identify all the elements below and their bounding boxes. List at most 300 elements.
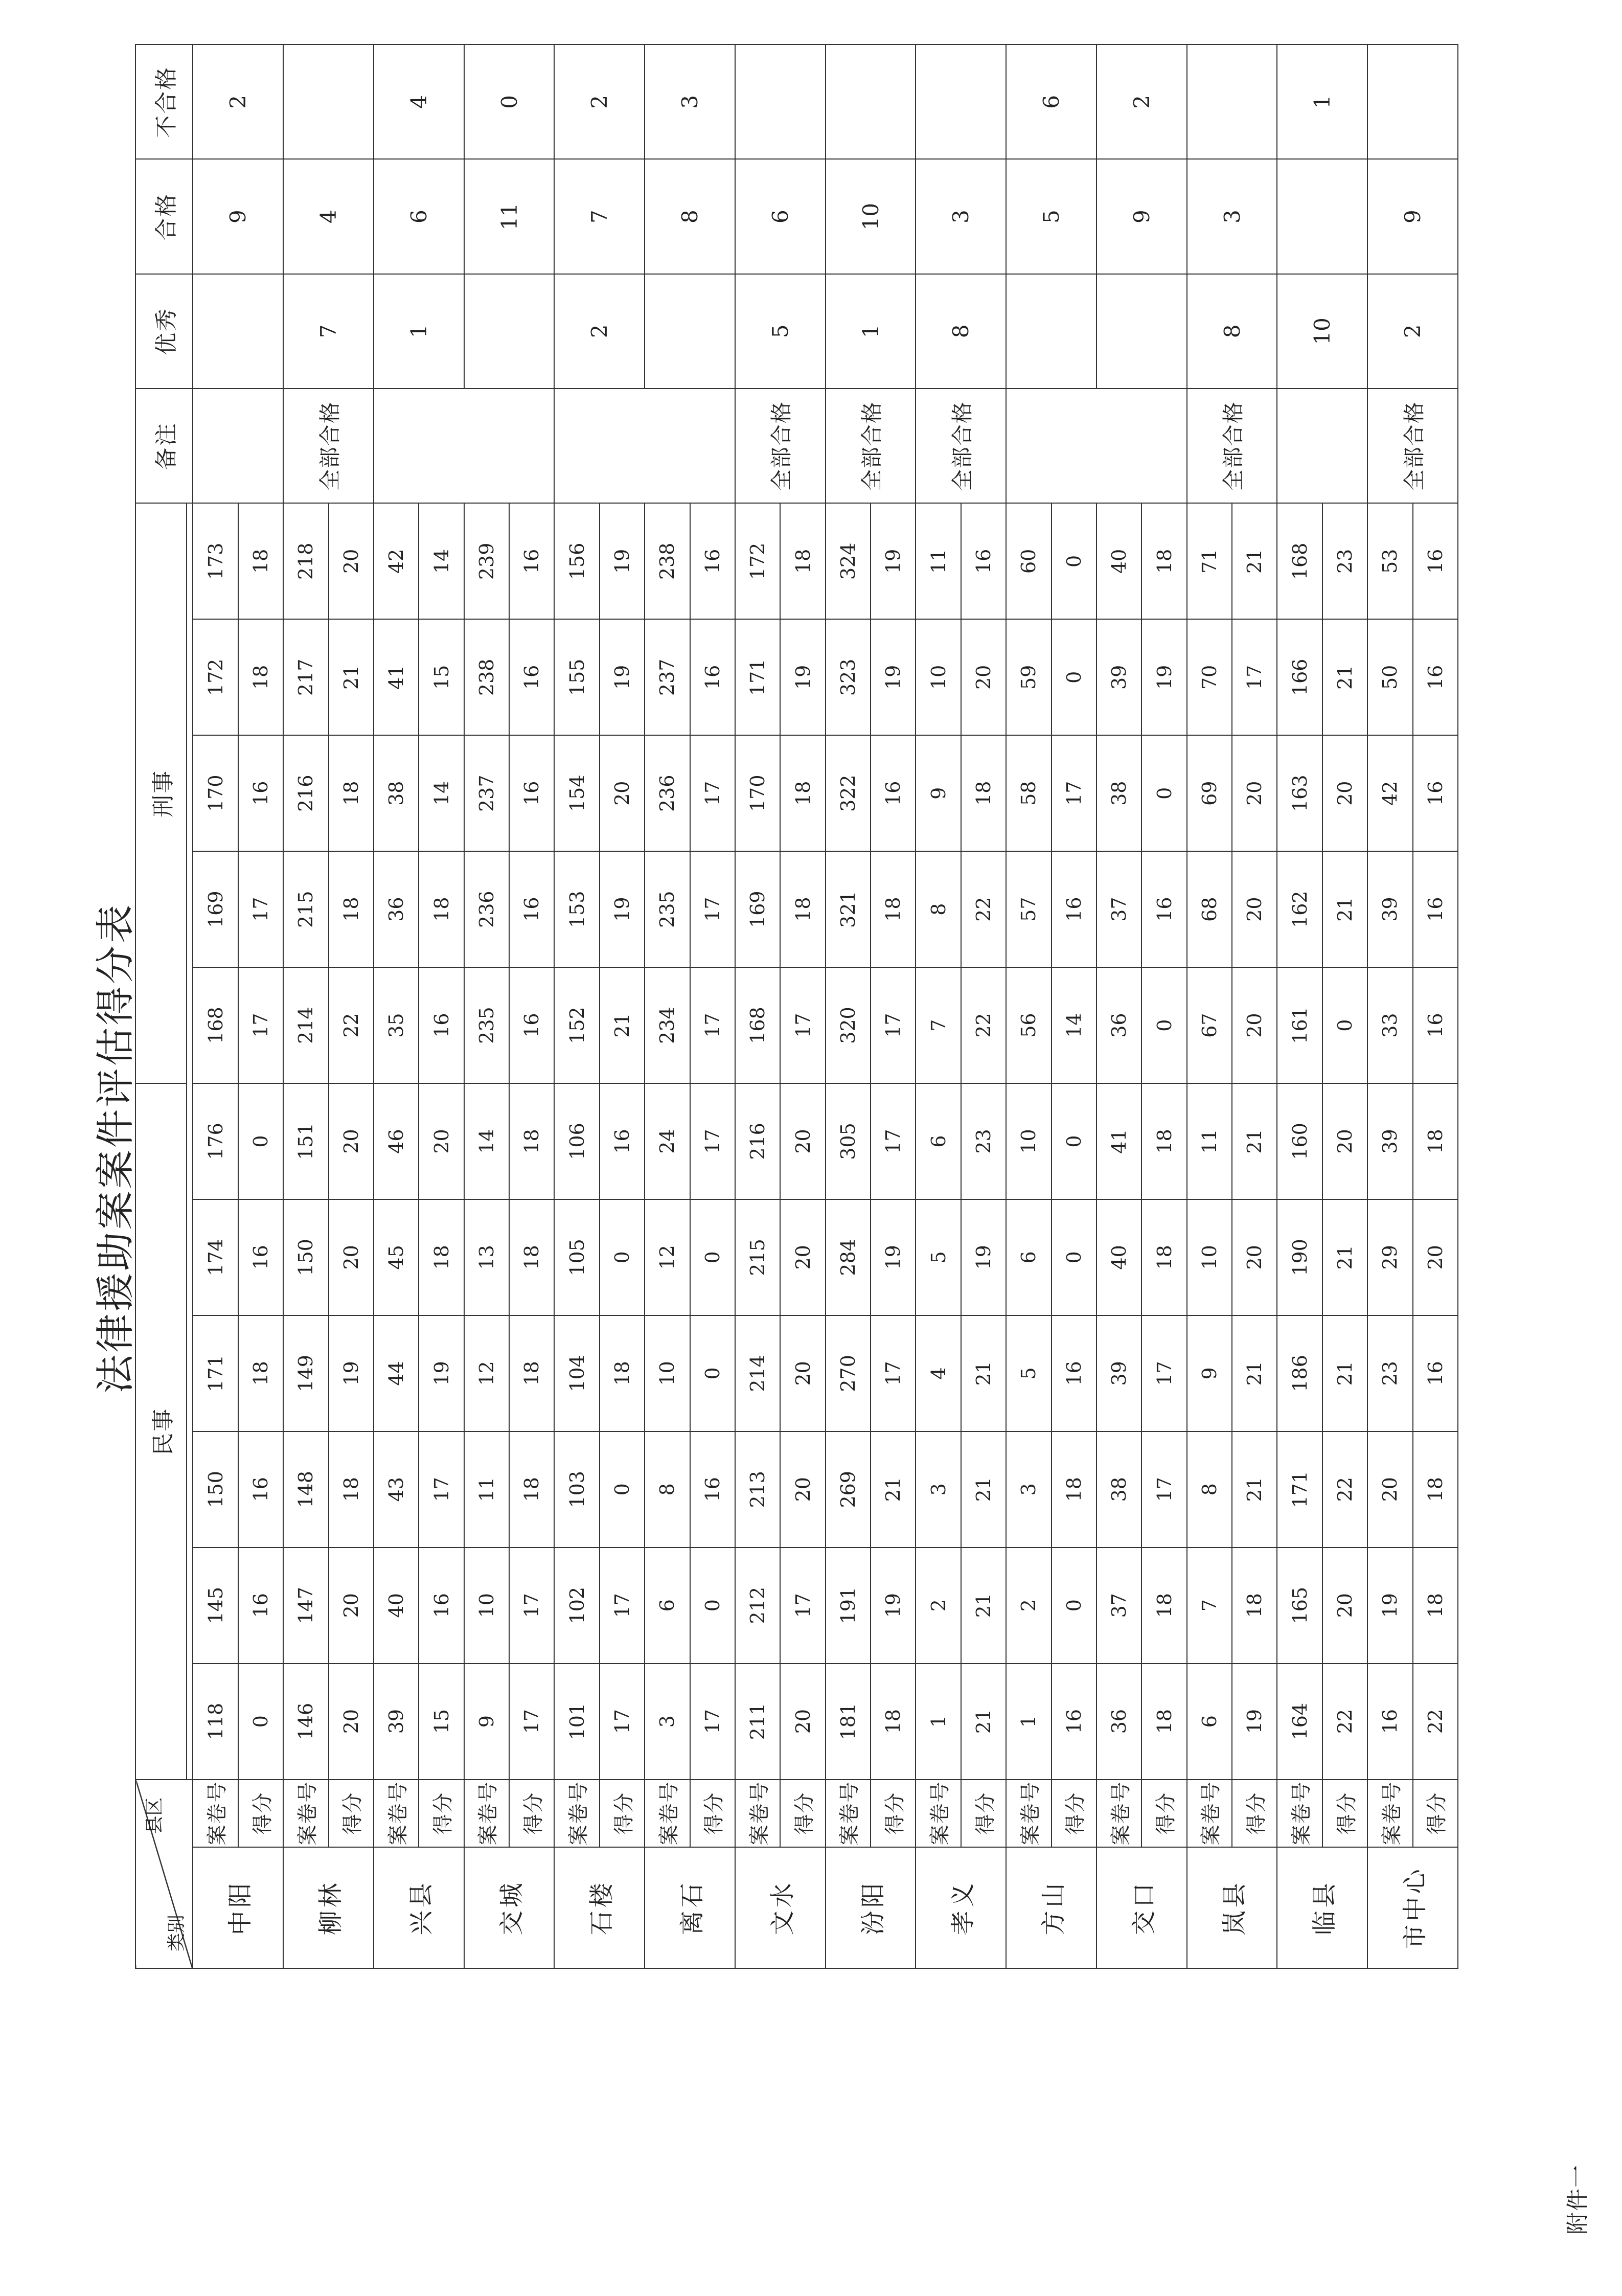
score-cell: 20 xyxy=(1232,967,1277,1083)
score-cell: 18 xyxy=(1141,1548,1186,1664)
excellent-count-cell: 2 xyxy=(554,274,645,389)
case-number-cell: 36 xyxy=(374,851,419,967)
case-number-cell: 181 xyxy=(826,1664,871,1780)
case-number-cell: 11 xyxy=(916,503,961,619)
table-row xyxy=(826,44,871,1968)
case-number-cell: 2 xyxy=(1006,1548,1051,1664)
table-row xyxy=(554,44,599,1968)
case-number-cell: 215 xyxy=(283,851,328,967)
score-cell: 22 xyxy=(329,967,374,1083)
case-number-cell: 10 xyxy=(1187,1199,1232,1315)
score-cell: 19 xyxy=(1232,1664,1277,1780)
score-cell: 18 xyxy=(1141,503,1186,619)
score-label: 得分 xyxy=(871,1780,916,1847)
score-cell: 0 xyxy=(690,1548,735,1664)
score-cell: 16 xyxy=(509,851,554,967)
case-number-cell: 152 xyxy=(554,967,599,1083)
case-number-cell: 9 xyxy=(464,1664,509,1780)
score-cell: 18 xyxy=(1052,1431,1096,1548)
case-number-cell: 44 xyxy=(374,1315,419,1431)
unqualified-count-cell: 0 xyxy=(464,44,555,159)
case-no-label: 案卷号 xyxy=(554,1780,599,1847)
case-number-cell: 218 xyxy=(283,503,328,619)
case-number-cell: 2 xyxy=(916,1548,961,1664)
case-number-cell: 40 xyxy=(1096,503,1141,619)
qualified-count-cell: 3 xyxy=(916,159,1006,274)
case-number-cell: 147 xyxy=(283,1548,328,1664)
case-number-cell: 10 xyxy=(916,619,961,735)
case-number-cell: 176 xyxy=(193,1083,238,1199)
score-cell: 0 xyxy=(1052,503,1096,619)
qualified-count-cell: 9 xyxy=(1096,159,1187,274)
case-number-cell: 33 xyxy=(1367,967,1412,1083)
remark-header: 备注 xyxy=(135,389,193,503)
case-number-cell: 40 xyxy=(1096,1199,1141,1315)
score-cell: 17 xyxy=(690,1083,735,1199)
score-cell: 17 xyxy=(690,735,735,851)
case-number-cell: 216 xyxy=(735,1083,780,1199)
score-cell: 19 xyxy=(600,503,645,619)
score-cell: 16 xyxy=(1141,851,1186,967)
remark-cell xyxy=(554,389,735,503)
score-cell: 18 xyxy=(329,851,374,967)
case-number-cell: 39 xyxy=(1367,1083,1412,1199)
case-no-label: 案卷号 xyxy=(193,1780,238,1847)
case-number-cell: 39 xyxy=(1096,619,1141,735)
table-row xyxy=(374,44,419,1968)
case-number-cell: 106 xyxy=(554,1083,599,1199)
case-number-cell: 150 xyxy=(283,1199,328,1315)
case-number-cell: 186 xyxy=(1277,1315,1322,1431)
score-cell: 16 xyxy=(419,967,464,1083)
excellent-count-cell xyxy=(1006,274,1096,389)
case-number-cell: 35 xyxy=(374,967,419,1083)
score-cell: 14 xyxy=(1052,967,1096,1083)
unqualified-count-cell: 1 xyxy=(1277,44,1367,159)
score-cell: 0 xyxy=(600,1431,645,1548)
score-cell: 0 xyxy=(600,1199,645,1315)
case-number-cell: 12 xyxy=(645,1199,690,1315)
score-cell: 17 xyxy=(690,1664,735,1780)
table-row xyxy=(1367,44,1412,1968)
county-cell: 市中心 xyxy=(1367,1847,1458,1968)
score-cell: 16 xyxy=(419,1548,464,1664)
case-no-label: 案卷号 xyxy=(1096,1780,1141,1847)
case-number-cell: 235 xyxy=(464,967,509,1083)
score-cell: 16 xyxy=(871,735,916,851)
score-cell: 19 xyxy=(871,1548,916,1664)
score-cell: 16 xyxy=(1413,1315,1458,1431)
civil-header: 民事 xyxy=(135,1083,187,1780)
case-number-cell: 8 xyxy=(645,1431,690,1548)
score-cell: 22 xyxy=(1322,1431,1367,1548)
score-label: 得分 xyxy=(509,1780,554,1847)
case-number-cell: 284 xyxy=(826,1199,871,1315)
table-row xyxy=(1277,44,1322,1968)
case-number-cell: 154 xyxy=(554,735,599,851)
case-number-cell: 11 xyxy=(464,1431,509,1548)
unqualified-count-cell xyxy=(1187,44,1277,159)
case-number-cell: 45 xyxy=(374,1199,419,1315)
case-number-cell: 238 xyxy=(645,503,690,619)
score-cell: 17 xyxy=(238,851,283,967)
score-cell: 16 xyxy=(509,619,554,735)
case-number-cell: 235 xyxy=(645,851,690,967)
score-cell: 21 xyxy=(1232,1431,1277,1548)
score-cell: 17 xyxy=(690,967,735,1083)
corner-category-label: 类别 xyxy=(166,1914,188,1951)
case-number-cell: 8 xyxy=(916,851,961,967)
score-cell: 18 xyxy=(238,619,283,735)
case-number-cell: 305 xyxy=(826,1083,871,1199)
case-number-cell: 239 xyxy=(464,503,509,619)
case-number-cell: 190 xyxy=(1277,1199,1322,1315)
county-cell: 岚县 xyxy=(1187,1847,1277,1968)
county-cell: 兴县 xyxy=(374,1847,464,1968)
unqualified-count-cell: 2 xyxy=(193,44,283,159)
score-cell: 0 xyxy=(1322,967,1367,1083)
score-cell: 18 xyxy=(871,1664,916,1780)
case-number-cell: 38 xyxy=(374,735,419,851)
unqualified-count-cell xyxy=(735,44,826,159)
case-number-cell: 13 xyxy=(464,1199,509,1315)
case-number-cell: 67 xyxy=(1187,967,1232,1083)
score-cell: 20 xyxy=(780,1664,825,1780)
score-cell: 20 xyxy=(329,503,374,619)
case-number-cell: 171 xyxy=(1277,1431,1322,1548)
case-number-cell: 214 xyxy=(283,967,328,1083)
score-cell: 16 xyxy=(509,967,554,1083)
criminal-header: 刑事 xyxy=(135,503,187,1083)
score-cell: 18 xyxy=(509,1431,554,1548)
score-cell: 17 xyxy=(1232,619,1277,735)
score-cell: 17 xyxy=(1052,735,1096,851)
case-number-cell: 10 xyxy=(645,1315,690,1431)
score-cell: 0 xyxy=(1141,735,1186,851)
case-number-cell: 53 xyxy=(1367,503,1412,619)
score-cell: 19 xyxy=(871,1199,916,1315)
score-cell: 18 xyxy=(871,851,916,967)
score-table xyxy=(135,44,1458,1969)
case-number-cell: 156 xyxy=(554,503,599,619)
score-cell: 17 xyxy=(871,1315,916,1431)
case-number-cell: 24 xyxy=(645,1083,690,1199)
score-cell: 20 xyxy=(780,1199,825,1315)
score-cell: 20 xyxy=(329,1199,374,1315)
score-cell: 16 xyxy=(509,503,554,619)
score-cell: 20 xyxy=(1322,1548,1367,1664)
case-number-cell: 43 xyxy=(374,1431,419,1548)
qualified-count-cell: 3 xyxy=(1187,159,1277,274)
case-number-cell: 234 xyxy=(645,967,690,1083)
remark-cell xyxy=(1006,389,1187,503)
score-label: 得分 xyxy=(1232,1780,1277,1847)
score-cell: 16 xyxy=(1052,1315,1096,1431)
score-cell: 17 xyxy=(600,1548,645,1664)
score-cell: 18 xyxy=(509,1199,554,1315)
case-number-cell: 324 xyxy=(826,503,871,619)
case-no-label: 案卷号 xyxy=(464,1780,509,1847)
score-cell: 16 xyxy=(690,1431,735,1548)
case-number-cell: 174 xyxy=(193,1199,238,1315)
attachment-label: 附件一 xyxy=(1565,2164,1591,2235)
score-cell: 21 xyxy=(1322,851,1367,967)
case-number-cell: 171 xyxy=(193,1315,238,1431)
case-number-cell: 8 xyxy=(1187,1431,1232,1548)
score-label: 得分 xyxy=(1322,1780,1367,1847)
score-cell: 17 xyxy=(509,1664,554,1780)
case-number-cell: 58 xyxy=(1006,735,1051,851)
case-number-cell: 42 xyxy=(374,503,419,619)
score-cell: 16 xyxy=(1413,851,1458,967)
case-number-cell: 146 xyxy=(283,1664,328,1780)
score-cell: 18 xyxy=(238,503,283,619)
score-cell: 23 xyxy=(1322,503,1367,619)
score-cell: 20 xyxy=(329,1664,374,1780)
case-number-cell: 11 xyxy=(1187,1083,1232,1199)
score-cell: 21 xyxy=(1322,619,1367,735)
qualified-count-cell: 6 xyxy=(374,159,464,274)
case-number-cell: 168 xyxy=(1277,503,1322,619)
unqualified-count-cell: 3 xyxy=(645,44,735,159)
county-cell: 离石 xyxy=(645,1847,735,1968)
qualified-count-cell: 8 xyxy=(645,159,735,274)
case-number-cell: 215 xyxy=(735,1199,780,1315)
score-cell: 17 xyxy=(780,967,825,1083)
unqualified-header: 不合格 xyxy=(135,44,193,159)
table-row xyxy=(645,44,690,1968)
score-cell: 17 xyxy=(238,967,283,1083)
score-cell: 16 xyxy=(1413,503,1458,619)
remark-cell: 全部合格 xyxy=(826,389,916,503)
score-cell: 14 xyxy=(419,735,464,851)
score-cell: 18 xyxy=(419,851,464,967)
score-label: 得分 xyxy=(780,1780,825,1847)
score-cell: 19 xyxy=(329,1315,374,1431)
corner-header-cell xyxy=(135,1780,193,1968)
qualified-count-cell: 5 xyxy=(1006,159,1096,274)
case-number-cell: 70 xyxy=(1187,619,1232,735)
table-row xyxy=(464,44,509,1968)
score-cell: 20 xyxy=(961,619,1006,735)
case-number-cell: 36 xyxy=(1096,967,1141,1083)
unqualified-count-cell xyxy=(826,44,916,159)
unqualified-count-cell xyxy=(916,44,1006,159)
case-number-cell: 214 xyxy=(735,1315,780,1431)
score-cell: 18 xyxy=(1232,1548,1277,1664)
county-cell: 石楼 xyxy=(554,1847,645,1968)
case-number-cell: 6 xyxy=(1187,1664,1232,1780)
excellent-count-cell xyxy=(193,274,283,389)
case-number-cell: 39 xyxy=(374,1664,419,1780)
case-number-cell: 5 xyxy=(1006,1315,1051,1431)
case-number-cell: 173 xyxy=(193,503,238,619)
case-number-cell: 56 xyxy=(1006,967,1051,1083)
table-row xyxy=(193,44,238,1968)
score-cell: 18 xyxy=(780,735,825,851)
case-number-cell: 3 xyxy=(916,1431,961,1548)
score-cell: 21 xyxy=(1232,503,1277,619)
case-number-cell: 237 xyxy=(464,735,509,851)
score-cell: 21 xyxy=(329,619,374,735)
excellent-count-cell xyxy=(645,274,735,389)
score-cell: 22 xyxy=(1322,1664,1367,1780)
score-cell: 18 xyxy=(419,1199,464,1315)
score-cell: 18 xyxy=(1413,1083,1458,1199)
score-cell: 18 xyxy=(1413,1548,1458,1664)
score-label: 得分 xyxy=(329,1780,374,1847)
qualified-count-cell: 9 xyxy=(193,159,283,274)
score-cell: 16 xyxy=(1413,967,1458,1083)
score-cell: 18 xyxy=(1141,1083,1186,1199)
case-number-cell: 217 xyxy=(283,619,328,735)
case-number-cell: 212 xyxy=(735,1548,780,1664)
score-cell: 21 xyxy=(1232,1315,1277,1431)
case-number-cell: 38 xyxy=(1096,1431,1141,1548)
case-number-cell: 320 xyxy=(826,967,871,1083)
case-number-cell: 170 xyxy=(193,735,238,851)
score-cell: 20 xyxy=(1232,851,1277,967)
score-cell: 20 xyxy=(1322,1083,1367,1199)
qualified-count-cell: 10 xyxy=(826,159,916,274)
score-cell: 16 xyxy=(690,503,735,619)
case-number-cell: 270 xyxy=(826,1315,871,1431)
excellent-count-cell xyxy=(1096,274,1187,389)
score-cell: 18 xyxy=(329,1431,374,1548)
score-cell: 21 xyxy=(961,1431,1006,1548)
case-number-cell: 191 xyxy=(826,1548,871,1664)
case-number-cell: 41 xyxy=(374,619,419,735)
score-cell: 18 xyxy=(509,1083,554,1199)
case-number-cell: 153 xyxy=(554,851,599,967)
case-number-cell: 7 xyxy=(916,967,961,1083)
case-number-cell: 105 xyxy=(554,1199,599,1315)
county-cell: 方山 xyxy=(1006,1847,1096,1968)
case-number-cell: 12 xyxy=(464,1315,509,1431)
score-cell: 14 xyxy=(419,503,464,619)
case-number-cell: 171 xyxy=(735,619,780,735)
page-title: 法律援助案案件评估得分表 xyxy=(93,902,138,1394)
score-cell: 18 xyxy=(509,1315,554,1431)
score-cell: 19 xyxy=(871,619,916,735)
case-number-cell: 103 xyxy=(554,1431,599,1548)
case-number-cell: 42 xyxy=(1367,735,1412,851)
qualified-count-cell: 7 xyxy=(554,159,645,274)
case-number-cell: 10 xyxy=(464,1548,509,1664)
score-cell: 22 xyxy=(961,851,1006,967)
case-number-cell: 60 xyxy=(1006,503,1051,619)
score-cell: 20 xyxy=(1413,1199,1458,1315)
score-cell: 16 xyxy=(238,1199,283,1315)
table-row xyxy=(1187,44,1232,1968)
score-label: 得分 xyxy=(690,1780,735,1847)
case-number-cell: 41 xyxy=(1096,1083,1141,1199)
score-cell: 18 xyxy=(1141,1664,1186,1780)
score-cell: 18 xyxy=(780,851,825,967)
case-number-cell: 39 xyxy=(1367,851,1412,967)
score-cell: 16 xyxy=(961,503,1006,619)
score-cell: 18 xyxy=(329,735,374,851)
score-cell: 0 xyxy=(238,1083,283,1199)
score-cell: 20 xyxy=(600,735,645,851)
county-cell: 孝义 xyxy=(916,1847,1006,1968)
county-cell: 汾阳 xyxy=(826,1847,916,1968)
qualified-count-cell: 9 xyxy=(1367,159,1458,274)
case-number-cell: 162 xyxy=(1277,851,1322,967)
case-number-cell: 37 xyxy=(1096,1548,1141,1664)
score-label: 得分 xyxy=(600,1780,645,1847)
case-no-label: 案卷号 xyxy=(735,1780,780,1847)
table-row xyxy=(1006,44,1051,1968)
score-cell: 20 xyxy=(1232,735,1277,851)
case-number-cell: 37 xyxy=(1096,851,1141,967)
score-cell: 18 xyxy=(1413,1431,1458,1548)
case-number-cell: 150 xyxy=(193,1431,238,1548)
score-cell: 0 xyxy=(1052,1199,1096,1315)
score-cell: 17 xyxy=(419,1431,464,1548)
case-number-cell: 14 xyxy=(464,1083,509,1199)
excellent-count-cell xyxy=(464,274,555,389)
score-cell: 0 xyxy=(1052,619,1096,735)
table-row xyxy=(283,44,328,1968)
qualified-count-cell: 4 xyxy=(283,159,374,274)
score-cell: 17 xyxy=(871,1083,916,1199)
case-number-cell: 236 xyxy=(645,735,690,851)
case-number-cell: 102 xyxy=(554,1548,599,1664)
score-cell: 19 xyxy=(1141,619,1186,735)
score-label: 得分 xyxy=(1141,1780,1186,1847)
score-cell: 17 xyxy=(600,1664,645,1780)
case-number-cell: 68 xyxy=(1187,851,1232,967)
score-cell: 19 xyxy=(780,619,825,735)
case-number-cell: 172 xyxy=(193,619,238,735)
excellent-count-cell: 1 xyxy=(826,274,916,389)
score-cell: 23 xyxy=(961,1083,1006,1199)
case-number-cell: 151 xyxy=(283,1083,328,1199)
score-cell: 15 xyxy=(419,619,464,735)
score-cell: 19 xyxy=(871,503,916,619)
case-number-cell: 165 xyxy=(1277,1548,1322,1664)
excellent-count-cell: 7 xyxy=(283,274,374,389)
score-label: 得分 xyxy=(419,1780,464,1847)
case-number-cell: 36 xyxy=(1096,1664,1141,1780)
score-cell: 16 xyxy=(1413,735,1458,851)
corner-county-label: 县区 xyxy=(144,1797,165,1834)
score-cell: 20 xyxy=(780,1315,825,1431)
remark-cell: 全部合格 xyxy=(1187,389,1277,503)
score-cell: 0 xyxy=(690,1199,735,1315)
case-number-cell: 323 xyxy=(826,619,871,735)
score-cell: 18 xyxy=(600,1315,645,1431)
score-cell: 21 xyxy=(961,1548,1006,1664)
score-cell: 17 xyxy=(1141,1315,1186,1431)
score-cell: 16 xyxy=(238,1431,283,1548)
case-no-label: 案卷号 xyxy=(826,1780,871,1847)
case-number-cell: 20 xyxy=(1367,1431,1412,1548)
county-cell: 交城 xyxy=(464,1847,555,1968)
county-cell: 柳林 xyxy=(283,1847,374,1968)
score-label: 得分 xyxy=(238,1780,283,1847)
score-cell: 20 xyxy=(329,1083,374,1199)
score-cell: 17 xyxy=(509,1548,554,1664)
score-cell: 21 xyxy=(961,1664,1006,1780)
case-no-label: 案卷号 xyxy=(1187,1780,1232,1847)
score-cell: 20 xyxy=(1232,1199,1277,1315)
case-number-cell: 321 xyxy=(826,851,871,967)
case-number-cell: 148 xyxy=(283,1431,328,1548)
case-number-cell: 104 xyxy=(554,1315,599,1431)
score-cell: 18 xyxy=(961,735,1006,851)
